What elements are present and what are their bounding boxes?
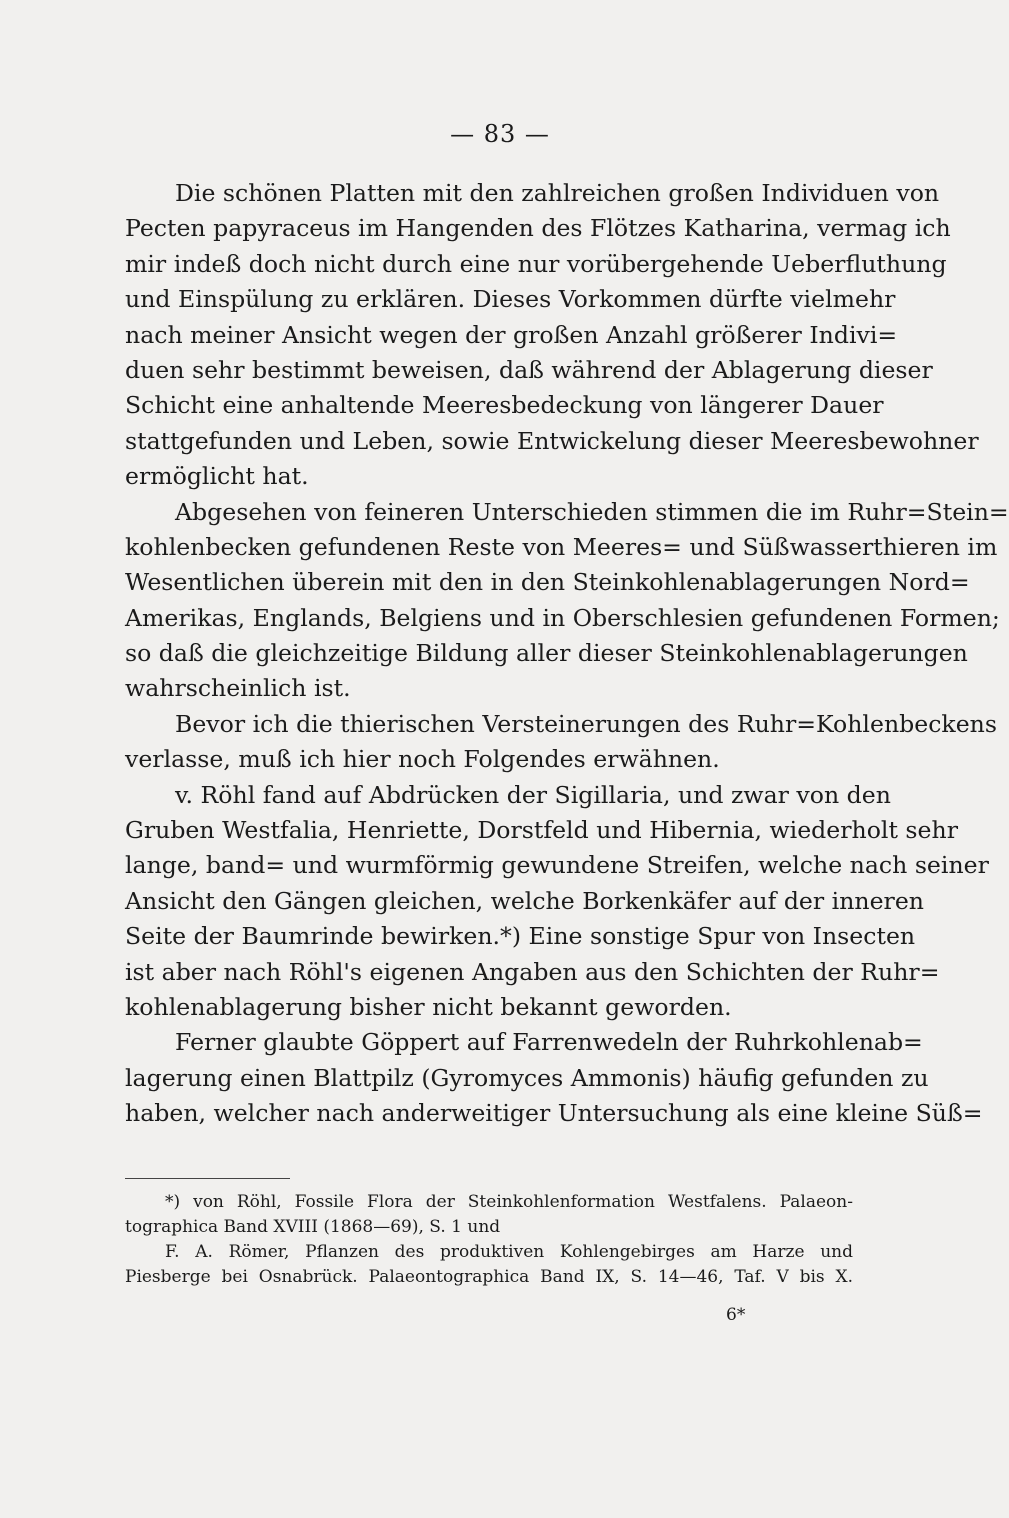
text-line: und Einspülung zu erklären. Dieses Vorkommen dürfte vielmehr (125, 285, 896, 314)
paragraph-1 (125, 176, 979, 495)
text-line: verlasse, muß ich hier noch Folgendes erwähnen. (125, 745, 720, 774)
paragraph-5 (125, 1025, 983, 1131)
text-line: Amerikas, Englands, Belgiens und in Oberschlesien gefundenen Formen; (125, 603, 1000, 632)
paragraph-3 (125, 707, 997, 778)
text-line: nach meiner Ansicht wegen der großen Anzahl größerer Indivi= (125, 320, 898, 349)
text-line: stattgefunden und Leben, sowie Entwickelung dieser Meeresbewohner (125, 426, 979, 455)
text-line: Ferner glaubte Göppert auf Farrenwedeln der Ruhrkohlenab= (175, 1028, 923, 1057)
text-line: Wesentlichen überein mit den in den Steinkohlenablagerungen Nord= (125, 568, 970, 597)
text-line: kohlenablagerung bisher nicht bekannt geworden. (125, 992, 732, 1021)
text-line: Gruben Westfalia, Henriette, Dorstfeld und Hibernia, wiederholt sehr (125, 816, 958, 845)
text-line: haben, welcher nach anderweitiger Untersuchung als eine kleine Süß= (125, 1099, 983, 1128)
text-line: Schicht eine anhaltende Meeresbedeckung von längerer Dauer (125, 391, 884, 420)
text-line: so daß die gleichzeitige Bildung aller dieser Steinkohlenablagerungen (125, 639, 968, 668)
footnote-divider (125, 1178, 290, 1179)
paragraph-4 (125, 778, 989, 1026)
text-line: Ansicht den Gängen gleichen, welche Borkenkäfer auf der inneren (125, 886, 924, 915)
footnote-line: Piesberge bei Osnabrück. Palaeontographica Band IX, S. 14—46, Taf. V bis X. (125, 1267, 853, 1287)
text-line: ermöglicht hat. (125, 462, 309, 491)
footnote-line: *) von Röhl, Fossile Flora der Steinkohlenformation Westfalens. Palaeon- (165, 1192, 853, 1212)
text-line: lagerung einen Blattpilz (Gyromyces Ammonis) häufig gefunden zu (125, 1063, 929, 1092)
text-line: wahrscheinlich ist. (125, 674, 351, 703)
footnote-line: F. A. Römer, Pflanzen des produktiven Kohlengebirges am Harze und (165, 1242, 853, 1262)
paragraph-2 (125, 495, 1009, 707)
text-line: ist aber nach Röhl's eigenen Angaben aus den Schichten der Ruhr= (125, 957, 940, 986)
text-line: duen sehr bestimmt beweisen, daß während der Ablagerung dieser (125, 355, 933, 384)
text-line: kohlenbecken gefundenen Reste von Meeres= und Süßwasserthieren im (125, 532, 998, 561)
text-line: Seite der Baumrinde bewirken.*) Eine sonstige Spur von Insecten (125, 922, 916, 951)
text-line: mir indeß doch nicht durch eine nur vorübergehende Ueberfluthung (125, 249, 947, 278)
text-line: Pecten papyraceus im Hangenden des Flötzes Katharina, vermag ich (125, 214, 951, 243)
footnotes (125, 1190, 853, 1290)
text-line: lange, band= und wurmförmig gewundene Streifen, welche nach seiner (125, 851, 989, 880)
body-text (125, 176, 1009, 1132)
text-line: Abgesehen von feineren Unterschieden stimmen die im Ruhr=Stein= (175, 497, 1009, 526)
footnote-line: tographica Band XVIII (1868—69), S. 1 und (125, 1217, 501, 1237)
signature-mark: 6* (726, 1305, 746, 1325)
text-line: Die schönen Platten mit den zahlreichen großen Individuen von (175, 179, 940, 207)
text-line: Bevor ich die thierischen Versteinerungen des Ruhr=Kohlenbeckens (175, 709, 997, 738)
text-line: v. Röhl fand auf Abdrücken der Sigillaria, und zwar von den (175, 780, 891, 809)
page-number: — 83 — (450, 120, 550, 148)
